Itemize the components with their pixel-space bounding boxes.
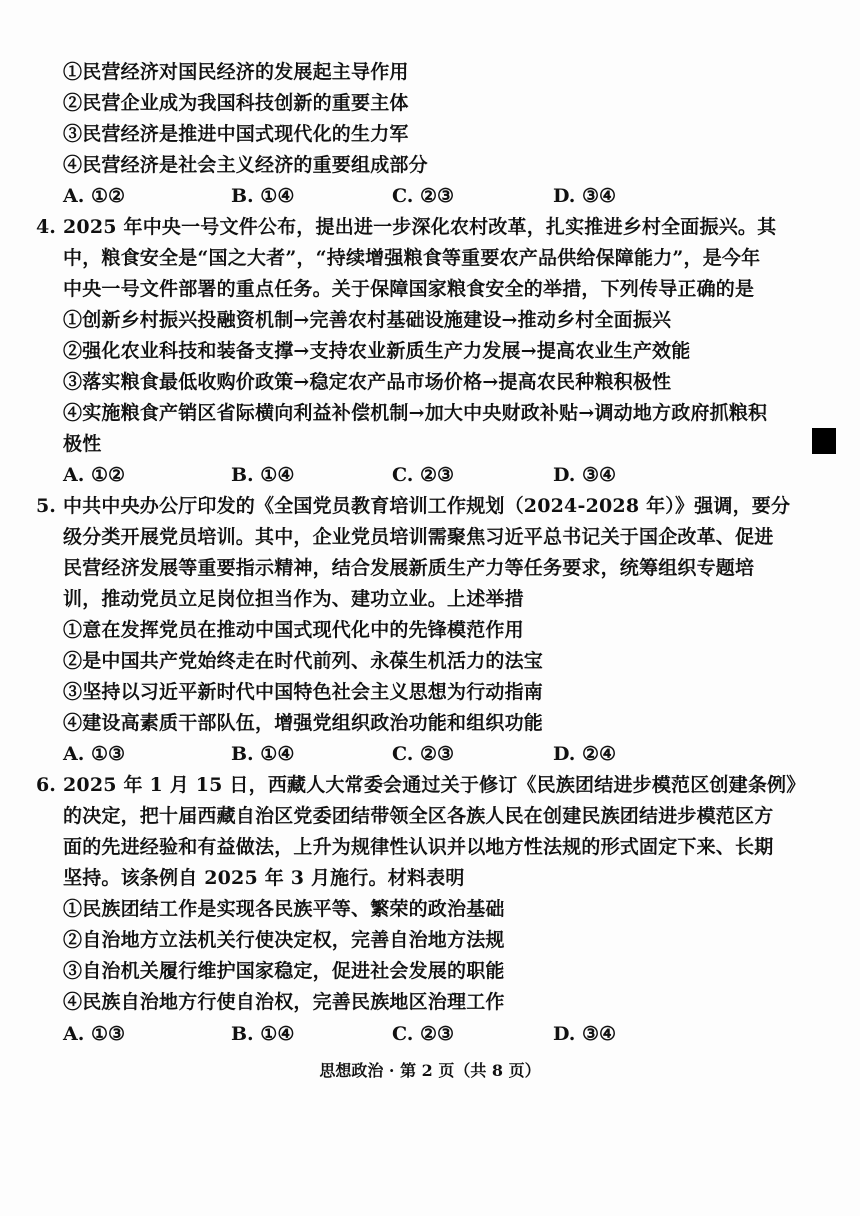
q4-number: 4. [36, 216, 56, 238]
q5-choice-c: C. ②③ [392, 743, 455, 765]
page-footer: 思想政治 · 第 2 页（共 8 页） [319, 1061, 541, 1080]
q6-stem-line-3: 面的先进经验和有益做法，上升为规律性认识并以地方性法规的形式固定下来、长期 [63, 836, 774, 858]
q5-stem-line-4: 训，推动党员立足岗位担当作为、建功立业。上述举措 [63, 588, 524, 610]
q6-stem-line-2: 的决定，把十届西藏自治区党委团结带领全区各族人民在创建民族团结进步模范区方 [63, 805, 774, 827]
q3-choice-b: B. ①④ [231, 185, 295, 207]
q4-stem-line-1: 2025 年中央一号文件公布，提出进一步深化农村改革，扎实推进乡村全面振兴。其 [63, 216, 777, 238]
q5-choice-a: A. ①③ [63, 743, 126, 765]
q5-choice-d: D. ②④ [553, 743, 617, 765]
q5-stem-line-1: 中共中央办公厅印发的《全国党员教育培训工作规划（2024-2028 年）》强调，要分 [63, 495, 791, 517]
q6-choice-d: D. ③④ [553, 1023, 617, 1045]
q3-choice-c: C. ②③ [392, 185, 455, 207]
q4-statement-2: ②强化农业科技和装备支撑→支持农业新质生产力发展→提高农业生产效能 [63, 340, 691, 362]
q3-statement-2: ②民营企业成为我国科技创新的重要主体 [63, 92, 409, 114]
q4-choice-c: C. ②③ [392, 464, 455, 486]
q4-choice-d: D. ③④ [553, 464, 617, 486]
q6-statement-4: ④民族自治地方行使自治权，完善民族地区治理工作 [63, 991, 505, 1013]
q3-statement-4: ④民营经济是社会主义经济的重要组成部分 [63, 154, 428, 176]
q6-stem-line-4: 坚持。该条例自 2025 年 3 月施行。材料表明 [63, 867, 465, 889]
q3-choice-d: D. ③④ [553, 185, 617, 207]
q5-stem-line-2: 级分类开展党员培训。其中，企业党员培训需聚焦习近平总书记关于国企改革、促进 [63, 526, 774, 548]
q4-statement-1: ①创新乡村振兴投融资机制→完善农村基础设施建设→推动乡村全面振兴 [63, 309, 672, 331]
q4-stem-line-2: 中，粮食安全是“国之大者”，“持续增强粮食等重要农产品供给保障能力”，是今年 [63, 247, 761, 269]
q6-number: 6. [36, 774, 56, 796]
q6-choice-c: C. ②③ [392, 1023, 455, 1045]
scan-marker [812, 428, 836, 454]
q4-stem-line-3: 中央一号文件部署的重点任务。关于保障国家粮食安全的举措，下列传导正确的是 [63, 278, 755, 300]
q4-statement-4-cont: 极性 [63, 433, 102, 455]
q6-statement-3: ③自治机关履行维护国家稳定，促进社会发展的职能 [63, 960, 505, 982]
q5-statement-3: ③坚持以习近平新时代中国特色社会主义思想为行动指南 [63, 681, 544, 703]
q6-statement-2: ②自治地方立法机关行使决定权，完善自治地方法规 [63, 929, 505, 951]
q6-choice-b: B. ①④ [231, 1023, 295, 1045]
q6-statement-1: ①民族团结工作是实现各民族平等、繁荣的政治基础 [63, 898, 505, 920]
q5-choice-b: B. ①④ [231, 743, 295, 765]
q5-number: 5. [36, 495, 56, 517]
q5-statement-1: ①意在发挥党员在推动中国式现代化中的先锋模范作用 [63, 619, 524, 641]
q6-stem-line-1: 2025 年 1 月 15 日，西藏人大常委会通过关于修订《民族团结进步模范区创建条例》 [63, 774, 806, 796]
q4-statement-3: ③落实粮食最低收购价政策→稳定农产品市场价格→提高农民种粮积极性 [63, 371, 672, 393]
q3-statement-3: ③民营经济是推进中国式现代化的生力军 [63, 123, 409, 145]
q5-statement-2: ②是中国共产党始终走在时代前列、永葆生机活力的法宝 [63, 650, 544, 672]
q6-choice-a: A. ①③ [63, 1023, 126, 1045]
q4-choice-b: B. ①④ [231, 464, 295, 486]
q5-statement-4: ④建设高素质干部队伍，增强党组织政治功能和组织功能 [63, 712, 544, 734]
q5-stem-line-3: 民营经济发展等重要指示精神，结合发展新质生产力等任务要求，统筹组织专题培 [63, 557, 755, 579]
q3-choice-a: A. ①② [63, 185, 126, 207]
q4-statement-4: ④实施粮食产销区省际横向利益补偿机制→加大中央财政补贴→调动地方政府抓粮积 [63, 402, 768, 424]
q4-choice-a: A. ①② [63, 464, 126, 486]
q3-statement-1: ①民营经济对国民经济的发展起主导作用 [63, 61, 409, 83]
